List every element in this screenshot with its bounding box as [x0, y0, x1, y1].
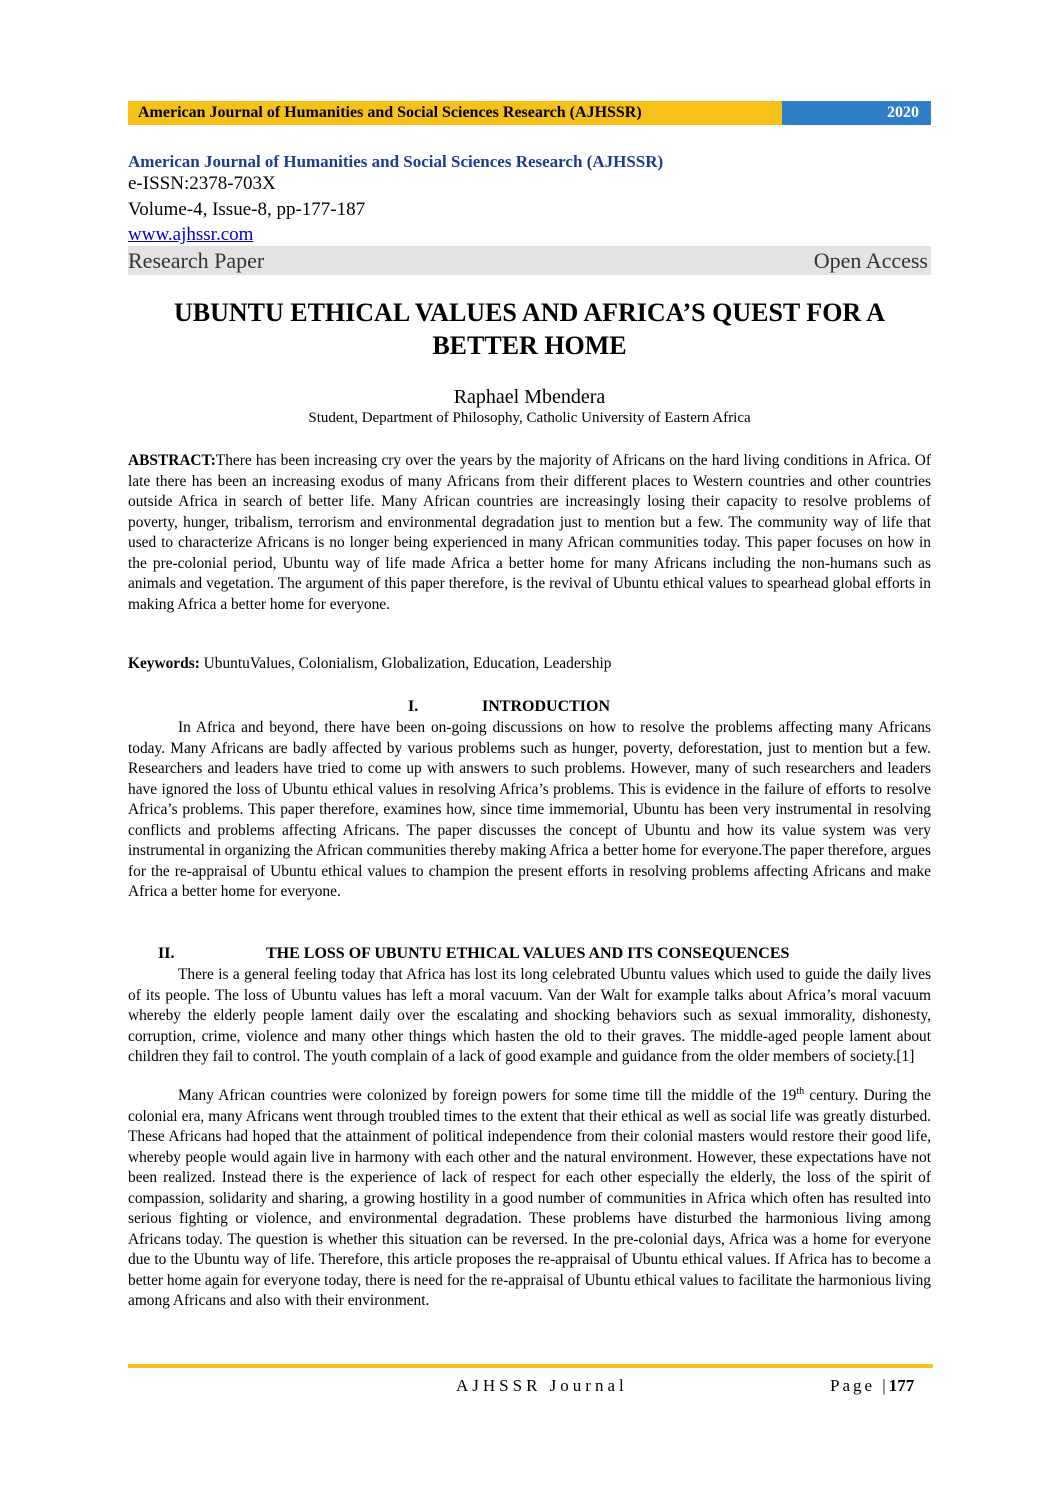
paper-title: UBUNTU ETHICAL VALUES AND AFRICA’S QUEST FOR A BETTER HOME [173, 298, 886, 360]
footer-page-number: 177 [888, 1376, 915, 1395]
author-name: Raphael Mbendera [453, 386, 606, 408]
keywords-label: Keywords: [128, 655, 200, 672]
keywords-text: UbuntuValues, Colonialism, Globalization, Education, Leadership [199, 655, 612, 672]
section-1-number: I. [408, 698, 419, 715]
abstract-label: ABSTRACT: [128, 452, 216, 469]
footer-journal: AJHSSR Journal [456, 1376, 628, 1395]
paper-type-bar [128, 246, 931, 275]
journal-name: American Journal of Humanities and Social Sciences Research (AJHSSR) [128, 152, 664, 171]
website-link[interactable]: www.ajhssr.com [128, 224, 254, 245]
footer-page-label: Page | [830, 1376, 889, 1395]
running-header [128, 101, 931, 125]
introduction-paragraph: In Africa and beyond, there have been on-going discussions on how to resolve the problems affecting many Africans today. Many Africans are badly affected by various problems such as hunger, poverty, deforestation, just to mention but a few. Researchers and leaders have tried to come up with answers to such problems. However, many of such researchers and leaders have ignored the loss of Ubuntu ethical values in resolving Africa’s problems. This is evidence in the failure of efforts to resolve Africa’s problems. This paper therefore, examines how, since time immemorial, Ubuntu has been very instrumental in resolving conflicts and problems affecting Africans. The paper discusses the concept of Ubuntu and how its value system was very instrumental in organizing the African communities thereby making Africa a better home for everyone.The paper therefore, argues for the re-appraisal of Ubuntu ethical values to champion the present efforts in resolving problems affecting Africans and make Africa a better home for everyone. [128, 719, 931, 900]
abstract [128, 451, 931, 615]
section-2-paragraph-2-rest: century. During the colonial era, many Africans went through troubled times to the extent that their ethical as well as social life was greatly disturbed. These Africans had hoped that the attainment of political independence from their colonial masters would restore their good life, whereby people would again live in harmony with each other and the natural environment. However, these expectations have not been realized. Instead there is the experience of lack of respect for each other especially the elderly, the loss of the spirit of compassion, solidarity and sharing, a growing hostility in a good number of communities in Africa which often has resulted into serious fighting or violence, and environmental degradation. These problems have disturbed the harmonious living among Africans today. The question is whether this situation can be reversed. In the pre-colonial days, Africa was a home for everyone due to the Ubuntu way of life. Therefore, this article proposes the re-appraisal of Ubuntu ethical values. If Africa has to become a better home again for everyone today, there is need for the re-appraisal of Ubuntu ethical values to facilitate the harmonious living among Africans and also with their environment. [128, 1087, 931, 1309]
footer-page [830, 1376, 914, 1396]
abstract-text: There has been increasing cry over the years by the majority of Africans on the hard living conditions in Africa. Of late there has been an increasing exodus of many Africans from their different places to Western countries and other countries outside Africa in search of better life. Many African countries are increasingly losing their capacity to resolve problems of poverty, hunger, tribalism, terrorism and environmental degradation just to mention but a few. The community way of life that used to characterize Africans is no longer being experienced in many African communities today. This paper focuses on how in the pre-colonial period, Ubuntu way of life made Africa a better home for many Africans including the non-humans such as animals and vegetation. The argument of this paper therefore, is the revival of Ubuntu ethical values to spearhead global efforts in making Africa a better home for everyone. [128, 452, 931, 613]
volume-issue: Volume-4, Issue-8, pp-177-187 [128, 199, 366, 220]
header-journal-name: American Journal of Humanities and Social Sciences Research (AJHSSR) [128, 101, 782, 125]
paper-type: Research Paper [128, 248, 265, 273]
issn: e-ISSN:2378-703X [128, 173, 276, 194]
footer-rule [128, 1364, 933, 1368]
section-2-paragraph-1: There is a general feeling today that Africa has lost its long celebrated Ubuntu values which used to guide the daily lives of its people. The loss of Ubuntu values has left a moral vacuum. Van der Walt for example talks about Africa’s moral vacuum whereby the elderly people lament daily over the escalating and shocking behaviors such as sexual immorality, dishonesty, corruption, crime, violence and many other things which hasten the old to their graves. The middle-aged people lament about children they fail to control. The youth complain of a lack of good example and guidance from the older members of society.[1] [128, 966, 931, 1065]
section-2-number: II. [158, 945, 175, 962]
section-1-title: INTRODUCTION [482, 698, 611, 715]
section-2-title: THE LOSS OF UBUNTU ETHICAL VALUES AND ITS CONSEQUENCES [266, 945, 790, 962]
author-affiliation: Student, Department of Philosophy, Catholic University of Eastern Africa [308, 410, 751, 426]
superscript-th: th [796, 1085, 805, 1097]
section-2-paragraph-2-start: Many African countries were colonized by foreign powers for some time till the middle of the 19 [178, 1087, 797, 1104]
keywords [128, 655, 931, 673]
access-type: Open Access [813, 248, 928, 273]
section-2-paragraph-2 [128, 1086, 931, 1312]
header-year: 2020 [782, 101, 931, 125]
